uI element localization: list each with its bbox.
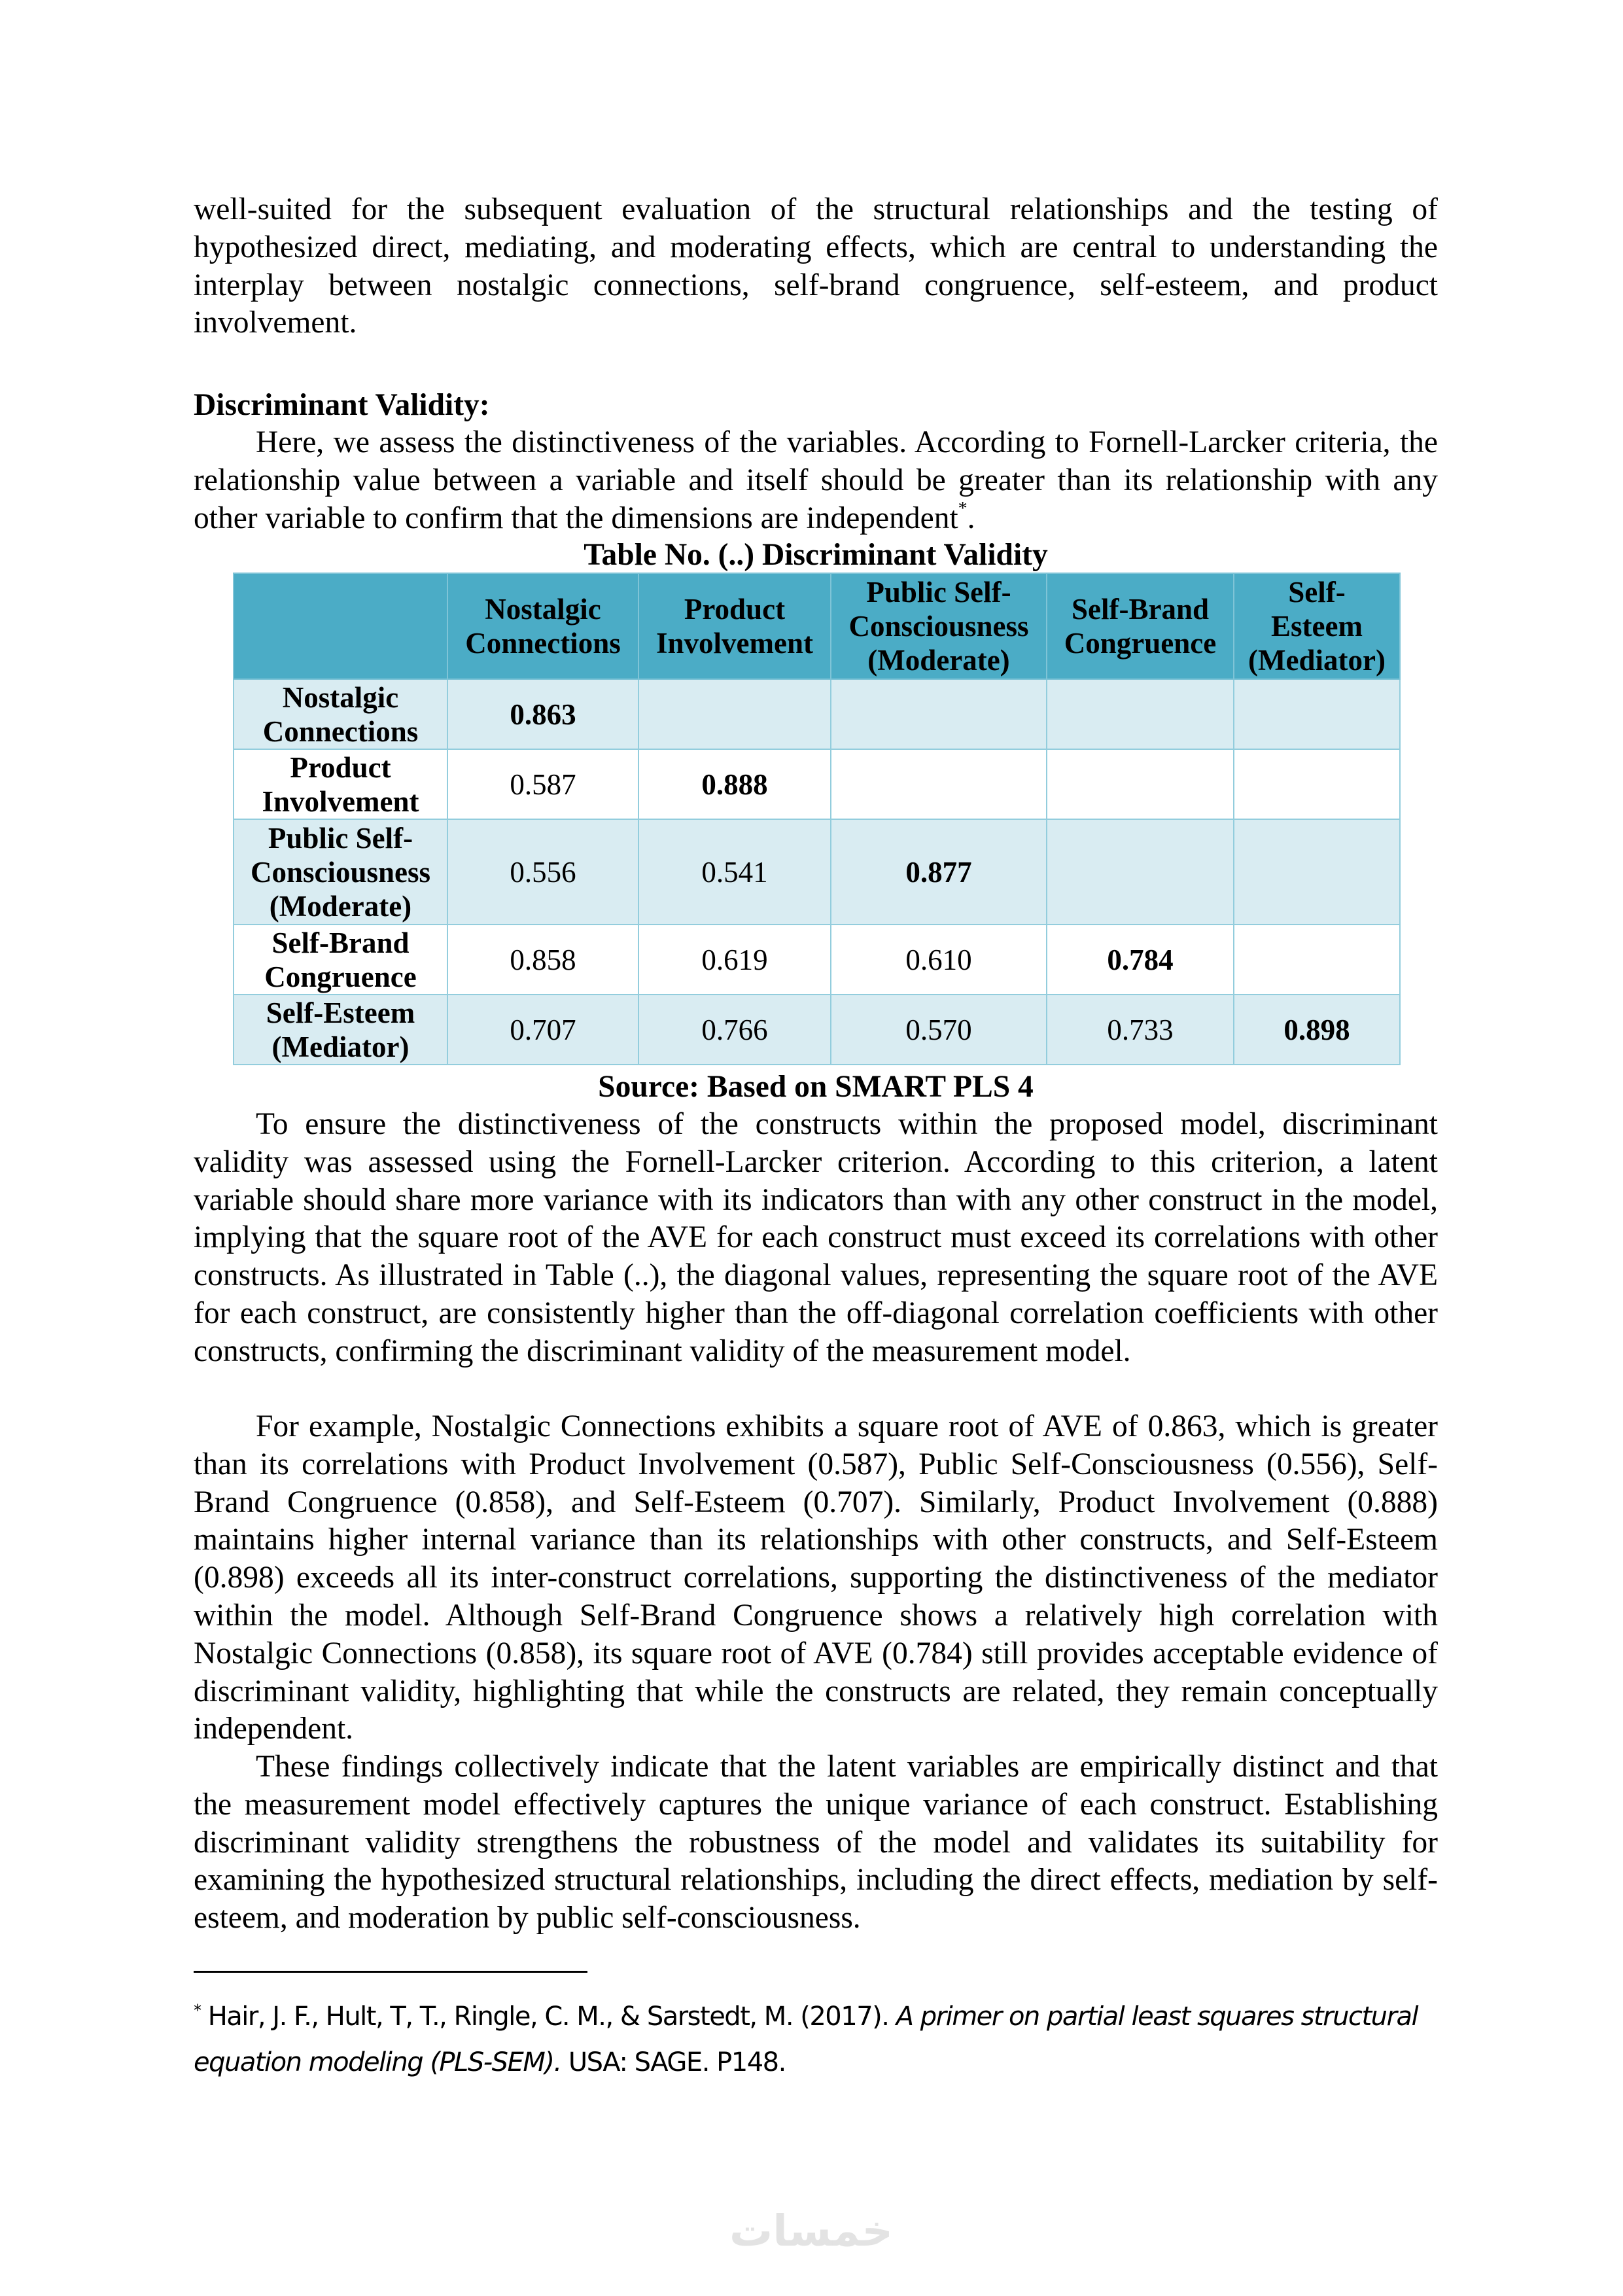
header-line: Self-Brand <box>1071 593 1209 626</box>
row-header <box>234 995 447 1065</box>
header-line: Involvement <box>262 785 419 818</box>
table-row <box>234 679 1400 749</box>
row-header <box>234 925 447 995</box>
column-header <box>831 573 1047 679</box>
table-cell: 0.766 <box>638 995 831 1065</box>
table-cell <box>1047 679 1234 749</box>
column-header <box>638 573 831 679</box>
table-cell <box>831 679 1047 749</box>
table-cell <box>1047 819 1234 925</box>
table-row <box>234 925 1400 995</box>
footnote-authors: Hair, J. F., Hult, T, T., Ringle, C. M., & Sarstedt, M. (2017). <box>207 2002 896 2032</box>
header-line: (Mediator) <box>1248 644 1386 677</box>
column-header <box>1047 573 1234 679</box>
example-paragraph: For example, Nostalgic Connections exhibits a square root of AVE of 0.863, which is greater than its correlations with Product Involvement (0.587), Public Self-Consciousness (0.556), Self-Brand Congruence (0.858), and Self-Esteem (0.707). Similarly, Product Involvement (0.888) maintains higher internal variance than its relationships with other constructs, and Self-Esteem (0.898) exceeds all its inter-construct correlations, supporting the distinctiveness of the mediator within the model. Although Self-Brand Congruence shows a relatively high correlation with Nostalgic Connections (0.858), its square root of AVE (0.784) still provides acceptable evidence of discriminant validity, highlighting that while the constructs are related, they remain conceptually independent. <box>194 1409 1438 1746</box>
header-line: Connections <box>262 715 419 748</box>
table-caption: Table No. (..) Discriminant Validity <box>584 538 1048 572</box>
table-cell: 0.570 <box>831 995 1047 1065</box>
section-heading: Discriminant Validity: <box>194 388 490 422</box>
header-line: Public Self- <box>268 821 413 855</box>
table-cell: 0.556 <box>447 819 638 925</box>
conclusion-paragraph: These findings collectively indicate that the latent variables are empirically distinct and that the measurement model effectively captures the unique variance of each construct. Establishing discriminant validity strengthens the robustness of the model and validates its suitability for examining the hypothesized structural relationships, including the direct effects, mediation by self-esteem, and moderation by public self-consciousness. <box>194 1750 1438 1935</box>
intro-paragraph: well-suited for the subsequent evaluation of the structural relationships and the testing of hypothesized direct, mediating, and moderating effects, which are central to understanding the interplay between nostalgic connections, self-brand congruence, self-esteem, and product involvement. <box>194 192 1438 340</box>
header-line: Congruence <box>1064 627 1217 660</box>
header-line: Involvement <box>656 627 813 660</box>
footnote-marker: * <box>194 2001 201 2020</box>
header-line: Public Self- <box>866 576 1011 609</box>
assessment-period: . <box>967 501 975 535</box>
header-line: Self-Brand <box>271 926 410 959</box>
table-cell: 0.784 <box>1047 925 1234 995</box>
header-line: Product <box>290 751 391 784</box>
watermark-logo: خمسات <box>729 2206 894 2256</box>
table-cell: 0.863 <box>447 679 638 749</box>
table-row <box>234 749 1400 819</box>
assessment-paragraph <box>194 424 1438 537</box>
corner-header-cell <box>234 573 447 679</box>
assessment-text: Here, we assess the distinctiveness of the variables. According to Fornell-Larcker criteria, the relationship value between a variable and itself should be greater than its relationship with any other variable to confirm that the dimensions are independent <box>194 425 1438 535</box>
header-line: (Mediator) <box>271 1030 410 1063</box>
discriminant-validity-table <box>233 573 1401 1065</box>
header-line: (Moderate) <box>269 889 412 923</box>
table-cell <box>1047 749 1234 819</box>
table-cell: 0.587 <box>447 749 638 819</box>
table-cell <box>1234 925 1400 995</box>
table-cell: 0.610 <box>831 925 1047 995</box>
table-cell: 0.898 <box>1234 995 1400 1065</box>
column-header <box>447 573 638 679</box>
header-line: (Moderate) <box>867 644 1010 677</box>
table-cell <box>831 749 1047 819</box>
footnote-title: A primer on partial least squares structural equation modeling (PLS-SEM). <box>194 2002 1418 2077</box>
table-cell <box>1234 819 1400 925</box>
column-header <box>1234 573 1400 679</box>
header-line: Esteem <box>1271 610 1363 643</box>
table-cell: 0.888 <box>638 749 831 819</box>
table-cell <box>1234 749 1400 819</box>
header-line: Connections <box>465 627 621 660</box>
header-line: Congruence <box>264 960 417 993</box>
row-header <box>234 819 447 925</box>
header-line: Consciousness <box>250 855 431 889</box>
table-cell <box>638 679 831 749</box>
table-row <box>234 995 1400 1065</box>
table-source-note: Source: Based on SMART PLS 4 <box>598 1070 1034 1104</box>
table-cell: 0.619 <box>638 925 831 995</box>
table-cell: 0.541 <box>638 819 831 925</box>
header-line: Product <box>684 593 786 626</box>
table-cell: 0.733 <box>1047 995 1234 1065</box>
table-cell: 0.707 <box>447 995 638 1065</box>
table-cell: 0.858 <box>447 925 638 995</box>
header-line: Nostalgic <box>282 680 399 714</box>
footnote-reference[interactable]: * <box>958 498 968 519</box>
table-cell <box>1234 679 1400 749</box>
footnote-separator <box>194 1971 587 1973</box>
table-row <box>234 819 1400 925</box>
discussion-paragraph: To ensure the distinctiveness of the constructs within the proposed model, discriminant validity was assessed using the Fornell-Larcker criterion. According to this criterion, a latent variable should share more variance with its indicators than with any other construct in the model, implying that the square root of the AVE for each construct must exceed its correlations with other constructs. As illustrated in Table (..), the diagonal values, representing the square root of the AVE for each construct, are consistently higher than the off-diagonal correlation coefficients with other constructs, confirming the discriminant validity of the measurement model. <box>194 1107 1438 1368</box>
footnote <box>194 1994 1438 2085</box>
header-line: Consciousness <box>848 610 1029 643</box>
row-header <box>234 749 447 819</box>
header-line: Self- <box>1288 576 1346 609</box>
header-line: Nostalgic <box>485 593 601 626</box>
table-cell: 0.877 <box>831 819 1047 925</box>
table-header-row <box>234 573 1400 679</box>
header-line: Self-Esteem <box>266 996 415 1029</box>
row-header <box>234 679 447 749</box>
footnote-publisher: USA: SAGE. P148. <box>561 2047 786 2077</box>
